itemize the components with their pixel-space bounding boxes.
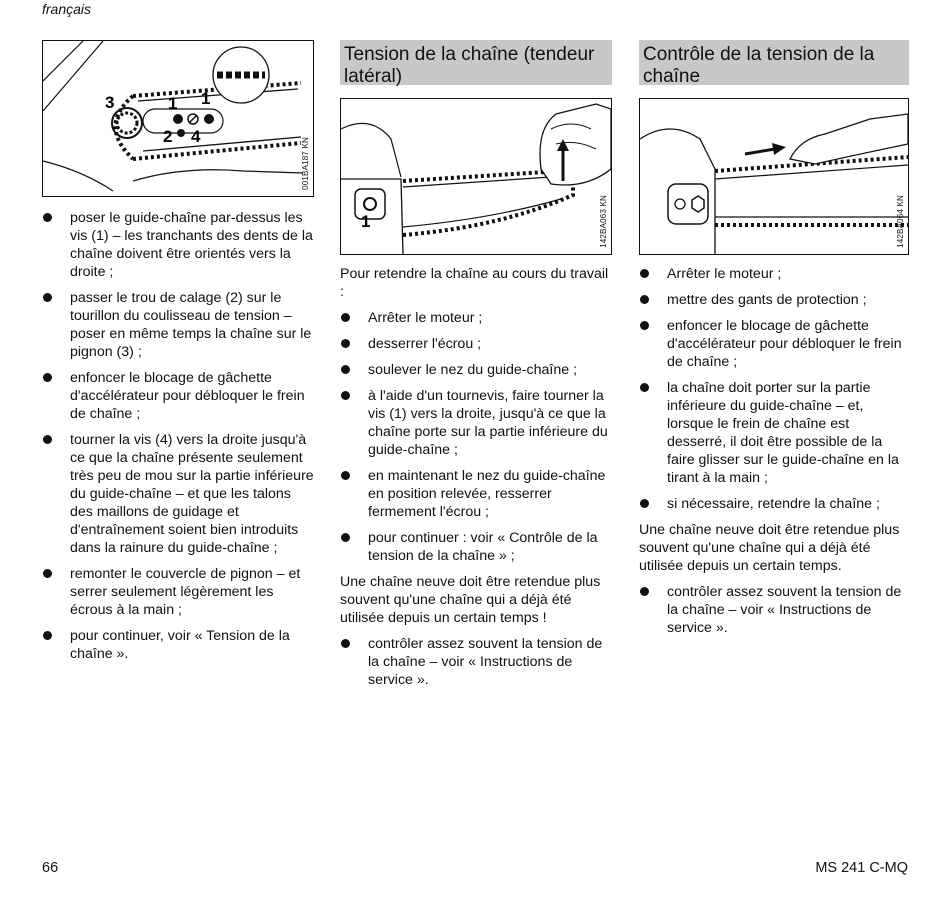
list-item: à l'aide d'un tournevis, faire tourner la vis (1) vers la droite, jusqu'à ce que la chaîne porte sur la partie inférieure du guide-chaîne ; <box>340 387 612 459</box>
list-item: Arrêter le moteur ; <box>639 265 909 283</box>
section-heading-tension: Tension de la chaîne (tendeur latéral) <box>340 40 612 85</box>
check-steps-list-2 <box>639 583 909 637</box>
list-item: desserrer l'écrou ; <box>340 335 612 353</box>
fig-label-3: 3 <box>105 93 115 112</box>
list-item: la chaîne doit porter sur la partie inférieure du guide-chaîne – et, lorsque le frein de chaîne est desserré, il doit être possible de la faire glisser sur le guide-chaîne en la tirant à la main ; <box>639 379 909 487</box>
list-item: soulever le nez du guide-chaîne ; <box>340 361 612 379</box>
list-item: Arrêter le moteur ; <box>340 309 612 327</box>
figure-code: 001BA187 KN <box>301 137 310 190</box>
model-name: MS 241 C-MQ <box>815 860 908 876</box>
list-item: passer le trou de calage (2) sur le tourillon du coulisseau de tension – poser en même temps la chaîne sur le pignon (3) ; <box>42 289 314 361</box>
guide-bar-illustration <box>43 41 313 196</box>
list-item: poser le guide-chaîne par-dessus les vis (1) – les tranchants des dents de la chaîne doivent être orientés vers la droite ; <box>42 209 314 281</box>
list-item: en maintenant le nez du guide-chaîne en position relevée, resserrer fermement l'écrou ; <box>340 467 612 521</box>
list-item: tourner la vis (4) vers la droite jusqu'à ce que la chaîne présente seulement très peu de mou sur la partie inférieure du guide-chaîne – et que les talons des maillons de guidage et d'entraînement soient bien introduits dans la rainure du guide-chaîne ; <box>42 431 314 557</box>
fig-label-1: 1 <box>361 212 371 231</box>
list-item: remonter le couvercle de pignon – et serrer seulement légèrement les écrous à la main ; <box>42 565 314 619</box>
tension-check-illustration <box>640 99 908 254</box>
figure-tension-check <box>639 98 909 255</box>
note-text: Une chaîne neuve doit être retendue plus souvent qu'une chaîne qui a déjà été utilisée depuis un certain temps ! <box>340 574 601 626</box>
list-item: enfoncer le blocage de gâchette d'accélérateur pour débloquer le frein de chaîne ; <box>639 317 909 371</box>
fig-label-1a: 1 <box>168 94 178 113</box>
list-item: mettre des gants de protection ; <box>639 291 909 309</box>
figure-code: 142BA063 KN <box>599 195 608 248</box>
fig-label-2: 2 <box>163 127 173 146</box>
language-label: français <box>42 1 92 17</box>
note-text: Une chaîne neuve doit être retendue plus souvent qu'une chaîne qui a déjà été utilisée depuis un certain temps. <box>639 522 900 574</box>
tension-steps-list <box>340 309 612 565</box>
page-number: 66 <box>42 860 59 876</box>
column-2 <box>340 40 612 697</box>
list-item: si nécessaire, retendre la chaîne ; <box>639 495 909 513</box>
section-heading-check: Contrôle de la tension de la chaîne <box>639 40 909 85</box>
mounting-steps-list <box>42 209 314 663</box>
tension-steps-list-2 <box>340 635 612 689</box>
check-steps-list <box>639 265 909 513</box>
fig-label-4: 4 <box>191 127 201 146</box>
figure-guide-bar-mounting <box>42 40 314 197</box>
figure-side-tensioner <box>340 98 612 255</box>
list-item: contrôler assez souvent la tension de la chaîne – voir « Instructions de service ». <box>639 583 909 637</box>
column-1 <box>42 40 314 671</box>
list-item: pour continuer, voir « Tension de la chaîne ». <box>42 627 314 663</box>
list-item: contrôler assez souvent la tension de la chaîne – voir « Instructions de service ». <box>340 635 612 689</box>
intro-text: Pour retendre la chaîne au cours du travail : <box>340 266 609 300</box>
list-item: enfoncer le blocage de gâchette d'accélérateur pour débloquer le frein de chaîne ; <box>42 369 314 423</box>
figure-code: 142BA064 KN <box>896 195 905 248</box>
side-tensioner-illustration <box>341 99 611 254</box>
fig-label-1b: 1 <box>201 89 211 108</box>
list-item: pour continuer : voir « Contrôle de la tension de la chaîne » ; <box>340 529 612 565</box>
column-3 <box>639 40 909 645</box>
